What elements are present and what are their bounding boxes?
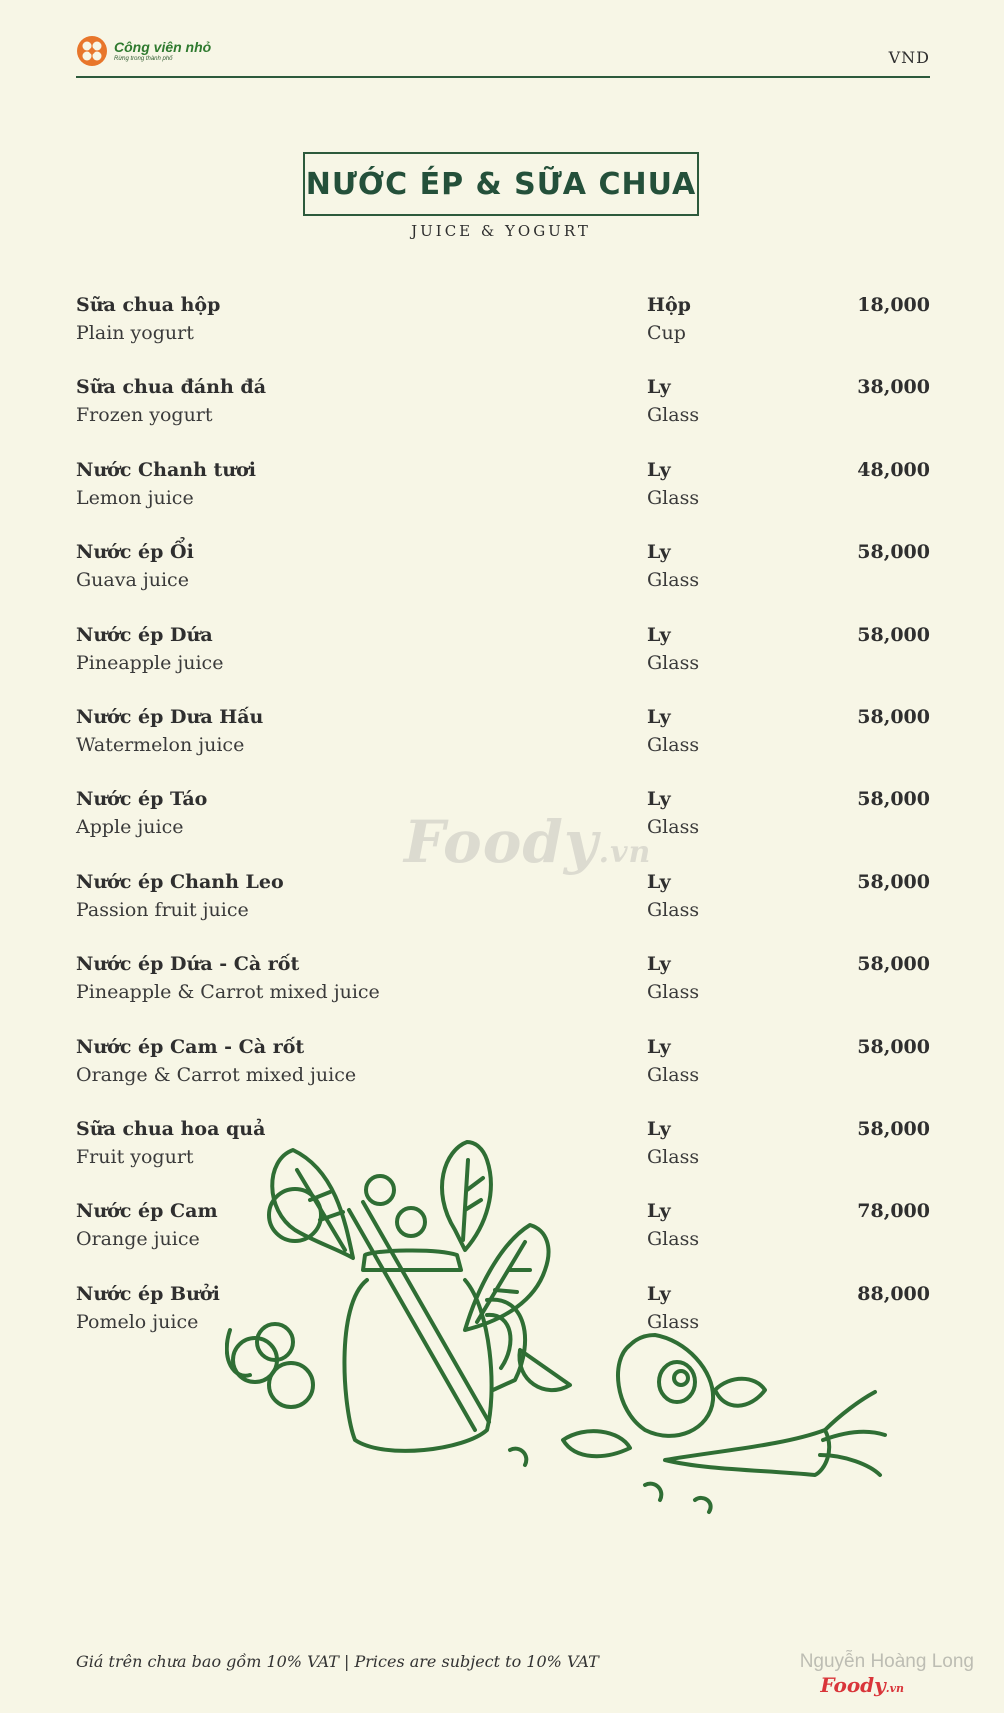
item-unit-vi: Ly	[647, 788, 671, 811]
item-price: 78,000	[857, 1200, 930, 1223]
item-price: 48,000	[857, 458, 930, 481]
item-unit-vi: Ly	[647, 1035, 671, 1058]
credit-author: Nguyễn Hoàng Long	[799, 1651, 974, 1672]
item-name-en: Fruit yogurt	[76, 1145, 194, 1168]
item-name-en: Frozen yogurt	[76, 404, 213, 427]
item-name-vi: Nước ép Bưởi	[76, 1282, 220, 1305]
item-unit-en: Glass	[647, 569, 700, 592]
menu-item	[76, 871, 930, 953]
photo-credit	[800, 1651, 974, 1697]
credit-brand	[800, 1673, 904, 1697]
header	[76, 34, 930, 78]
item-unit-vi: Ly	[647, 1117, 671, 1140]
currency-label: VND	[888, 48, 930, 67]
item-name-vi: Sữa chua hoa quả	[76, 1117, 266, 1140]
brand-tagline: Rừng trong thành phố	[114, 56, 173, 62]
menu-item	[76, 624, 930, 706]
menu-item	[76, 459, 930, 541]
item-name-en: Pineapple & Carrot mixed juice	[76, 981, 380, 1004]
orange-slice-icon	[519, 1350, 570, 1390]
item-unit-en: Glass	[647, 981, 700, 1004]
vat-note: Giá trên chưa bao gồm 10% VAT | Prices are subject to 10% VAT	[76, 1652, 599, 1671]
item-name-vi: Nước ép Dứa	[76, 623, 213, 646]
item-price: 58,000	[857, 541, 930, 564]
item-unit-vi: Ly	[647, 953, 671, 976]
leaf-icon	[465, 1225, 549, 1330]
item-unit-en: Cup	[647, 322, 686, 344]
item-unit-en: Glass	[647, 1310, 700, 1333]
brand-logo	[76, 34, 211, 68]
item-unit-en: Glass	[647, 486, 700, 509]
item-name-en: Pineapple juice	[76, 651, 224, 674]
item-unit-vi: Ly	[647, 1200, 671, 1223]
item-name-en: Watermelon juice	[76, 733, 245, 756]
item-price: 88,000	[857, 1282, 930, 1305]
item-unit-vi: Ly	[647, 376, 671, 399]
watermark-suffix: .vn	[598, 835, 652, 870]
juice-illustration	[225, 1130, 985, 1650]
item-price: 58,000	[857, 1117, 930, 1140]
item-unit-en: Glass	[647, 1063, 700, 1086]
item-name-en: Pomelo juice	[76, 1310, 199, 1333]
item-unit-en: Glass	[647, 651, 700, 674]
menu-item	[76, 706, 930, 788]
item-unit-vi: Ly	[647, 541, 671, 564]
item-price: 58,000	[857, 870, 930, 893]
item-name-en: Orange & Carrot mixed juice	[76, 1063, 357, 1086]
item-name-vi: Nước ép Dưa Hấu	[76, 705, 264, 728]
item-name-vi: Sữa chua hộp	[76, 294, 221, 316]
item-unit-en: Glass	[647, 404, 700, 427]
menu-item	[76, 376, 930, 458]
item-price: 58,000	[857, 705, 930, 728]
item-name-en: Apple juice	[76, 816, 184, 839]
item-name-en: Orange juice	[76, 1228, 200, 1251]
item-unit-vi: Hộp	[647, 294, 691, 316]
item-name-en: Lemon juice	[76, 486, 194, 509]
item-name-vi: Nước ép Ổi	[76, 541, 194, 564]
item-unit-vi: Ly	[647, 1282, 671, 1305]
item-name-vi: Nước ép Cam - Cà rốt	[76, 1035, 305, 1058]
flower-logo-icon	[76, 35, 108, 67]
item-name-vi: Nước ép Táo	[76, 788, 208, 811]
item-name-vi: Nước ép Chanh Leo	[76, 870, 284, 893]
item-unit-en: Glass	[647, 1228, 700, 1251]
avocado-icon	[618, 1335, 713, 1436]
section-subtitle: JUICE & YOGURT	[411, 222, 591, 240]
section-title-box	[303, 152, 699, 216]
menu-item	[76, 953, 930, 1035]
credit-brand-suffix: .vn	[885, 1682, 904, 1695]
carrot-icon	[665, 1430, 829, 1475]
item-unit-en: Glass	[647, 733, 700, 756]
item-price: 58,000	[857, 953, 930, 976]
item-name-en: Plain yogurt	[76, 322, 194, 344]
item-unit-vi: Ly	[647, 623, 671, 646]
item-unit-vi: Ly	[647, 705, 671, 728]
item-name-vi: Nước ép Dứa - Cà rốt	[76, 953, 300, 976]
item-name-en: Passion fruit juice	[76, 898, 249, 921]
item-unit-vi: Ly	[647, 458, 671, 481]
item-price: 18,000	[857, 294, 930, 316]
menu-item	[76, 294, 930, 376]
item-price: 38,000	[857, 376, 930, 399]
item-name-vi: Nước Chanh tươi	[76, 458, 257, 481]
fruit-icon	[269, 1189, 321, 1241]
item-unit-en: Glass	[647, 1145, 700, 1168]
item-price: 58,000	[857, 1035, 930, 1058]
item-unit-en: Glass	[647, 816, 700, 839]
item-name-vi: Nước ép Cam	[76, 1200, 218, 1223]
item-unit-en: Glass	[647, 898, 700, 921]
item-unit-vi: Ly	[647, 870, 671, 893]
item-price: 58,000	[857, 788, 930, 811]
watermark-main: Foody	[404, 808, 599, 876]
credit-brand-main: Foody	[820, 1673, 886, 1697]
item-name-vi: Sữa chua đánh đá	[76, 376, 267, 399]
brand-name: Công viên nhỏ	[114, 39, 212, 55]
menu-item	[76, 1036, 930, 1118]
item-name-en: Guava juice	[76, 569, 189, 592]
leaf-icon	[563, 1431, 630, 1456]
item-price: 58,000	[857, 623, 930, 646]
watermark	[404, 808, 651, 876]
section-title: NƯỚC ÉP & SỮA CHUA	[305, 166, 697, 202]
menu-item	[76, 541, 930, 623]
